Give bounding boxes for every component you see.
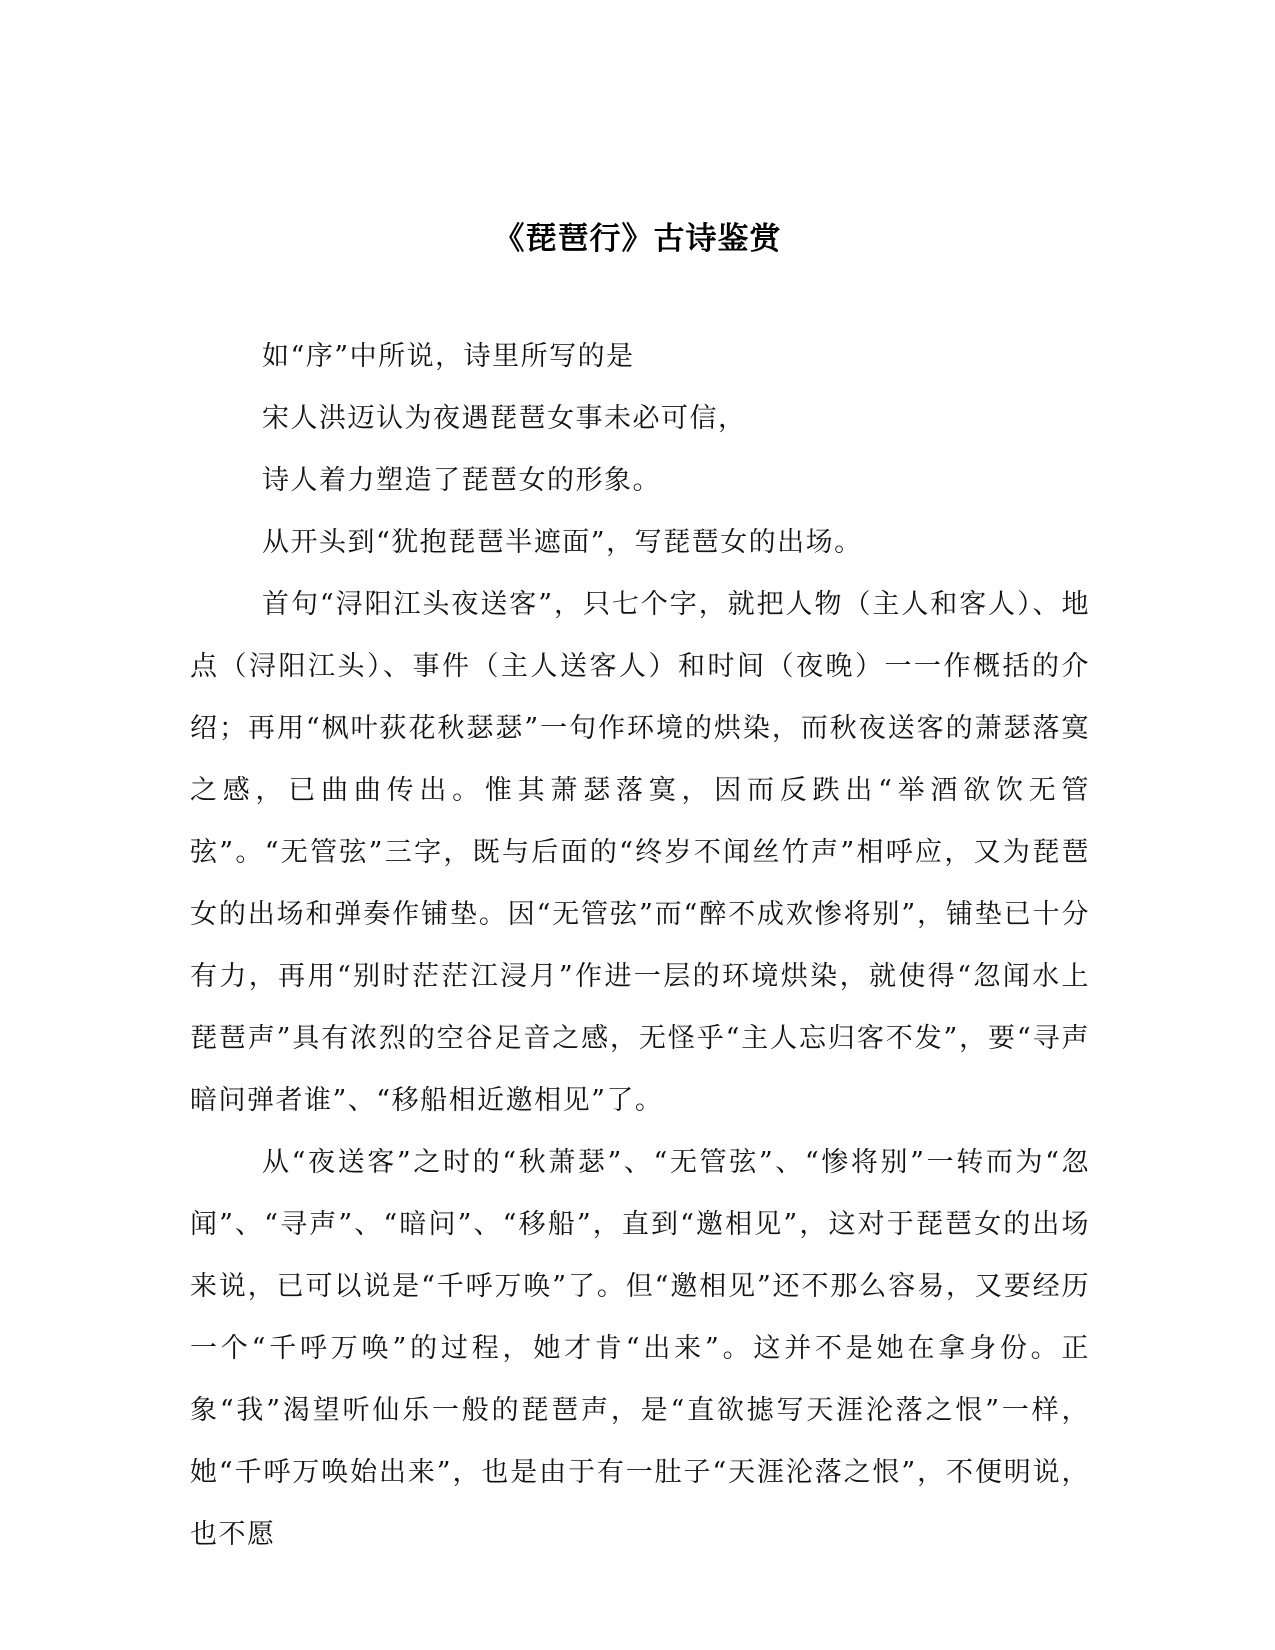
paragraph: 首句“浔阳江头夜送客”，只七个字，就把人物（主人和客人）、地点（浔阳江头）、事件（主人送客人）和时间（夜晚）一一作概括的介绍；再用“枫叶荻花秋瑟瑟”一句作环境的烘染，而秋夜送客的萧瑟落寞之感，已曲曲传出。惟其萧瑟落寞，因而反跌出“举酒欲饮无管弦”。“无管弦”三字，既与后面的“终岁不闻丝竹声”相呼应，又为琵琶女的出场和弹奏作铺垫。因“无管弦”而“醉不成欢惨将别”，铺垫已十分有力，再用“别时茫茫江浸月”作进一层的环境烘染，就使得“忽闻水上琵琶声”具有浓烈的空谷足音之感，无怪乎“主人忘归客不发”，要“寻声暗问弹者谁”、“移船相近邀相见”了。 [190, 589, 1090, 1116]
paragraph: 如“序”中所说，诗里所写的是 [262, 341, 635, 372]
document-body [190, 326, 1090, 1566]
paragraph: 从开头到“犹抱琵琶半遮面”，写琵琶女的出场。 [262, 527, 863, 558]
paragraph: 诗人着力塑造了琵琶女的形象。 [262, 465, 661, 496]
paragraph: 从“夜送客”之时的“秋萧瑟”、“无管弦”、“惨将别”一转而为“忽闻”、“寻声”、“暗问”、“移船”，直到“邀相见”，这对于琵琶女的出场来说，已可以说是“千呼万唤”了。但“邀相见”还不那么容易，又要经历一个“千呼万唤”的过程，她才肯“出来”。这并不是她在拿身份。正象“我”渴望听仙乐一般的琵琶声，是“直欲摅写天涯沦落之恨”一样，她“千呼万唤始出来”，也是由于有一肚子“天涯沦落之恨”，不便明说，也不愿 [190, 1147, 1090, 1550]
paragraph: 宋人洪迈认为夜遇琵琶女事未必可信， [262, 403, 747, 434]
document-title: 《琵琶行》古诗鉴赏 [493, 221, 782, 257]
